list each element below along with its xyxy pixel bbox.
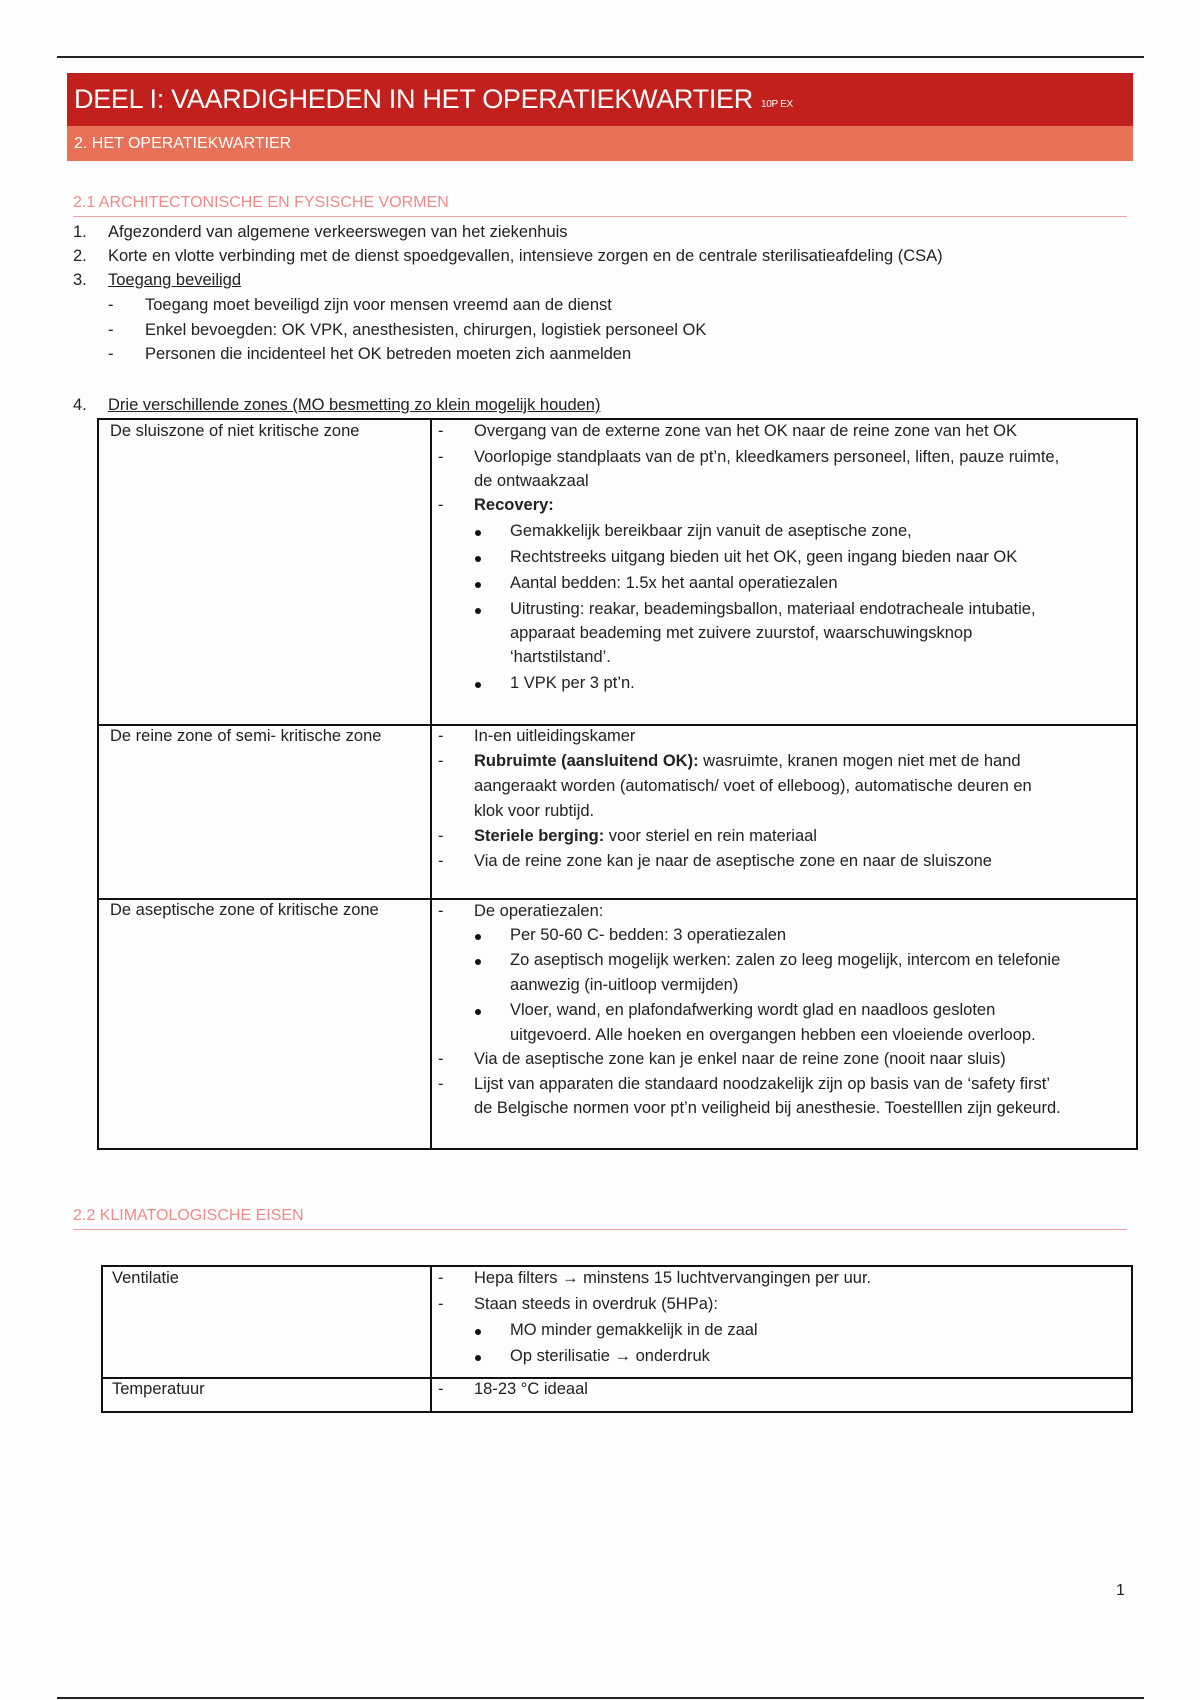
bullet-dot <box>475 530 481 536</box>
chapter-title: 2. HET OPERATIEKWARTIER <box>74 134 292 152</box>
zone-text: Overgang van de externe zone van het OK naar de reine zone van het OK <box>474 422 1018 440</box>
top-rule <box>57 56 1144 58</box>
list-item: Toegang beveiligd <box>108 271 242 289</box>
bullet-dot <box>475 582 481 588</box>
zone-text: Via de aseptische zone kan je enkel naar de reine zone (nooit naar sluis) <box>474 1050 1006 1068</box>
zone-text <box>474 827 817 846</box>
part-title-banner <box>67 73 1133 126</box>
zones-table: De sluiszone of niet kritische zone - Overgang van de externe zone van het OK naar de reine zone van het OK - Voorlopige standplaats van de pt’n, kleedkamers personeel, liften, pauze ruimte, de ontwaakzaal - Recovery: Gemakkelijk bereikbaar zijn vanuit de aseptische zone, Rechtstreeks uitgang bieden uit het OK, geen ingang bieden naar OK Aantal bedden: 1.5x het aantal operatiezalen Uitrusting: reakar, beademingsballon, materiaal endotracheale intubatie, apparaat beademing met zuivere zuurstof, waarschuwingsknop ‘hartstilstand’. 1 VPK per 3 pt’n. De reine zone of semi- kritische zone - In-en uitleidingskamer - Rubruimte (aansluitend OK): wasruimte, kranen mogen niet met de hand aangeraakt worden (automatisch/ voet of elleboog), automatische deuren en klok voor rubtijd. - Steriele berging: voor steriel en rein materiaal - Via de reine zone kan je naar de aseptische zone en naar de sluiszone De aseptische zone of kritische zone - De operatiezalen: Per 50-60 C- bedden: 3 operatiezalen Zo aseptisch mogelijk werken: zalen zo leeg mogelijk, intercom en telefonie aanwezig (in-uitloop vermijden) Vloer, wand, en plafondafwerking wordt glad en naadloos gesloten uitgevoerd. Alle hoeken en overgangen hebben een vloeiende overloop. - Via de aseptische zone kan je enkel naar de reine zone (nooit naar sluis) - Lijst van apparaten die standaard noodzakelijk zijn op basis van de ‘safety first’ de Belgische normen voor pt’n veiligheid bij anesthesie. Toestelllen zijn gekeurd. <box>97 418 1138 1150</box>
bullet-dot <box>475 556 481 562</box>
row-divider <box>99 724 1136 726</box>
list-number: 2. <box>73 247 87 265</box>
chapter-banner <box>67 126 1133 161</box>
zone-text: de ontwaakzaal <box>474 472 589 490</box>
zone-text: de Belgische normen voor pt’n veiligheid bij anesthesie. Toestelllen zijn gekeurd. <box>474 1099 1061 1117</box>
zone-text: ‘hartstilstand’. <box>510 648 611 666</box>
dash-bullet: - <box>108 321 114 339</box>
column-divider <box>430 1267 432 1411</box>
zone-text: Rechtstreeks uitgang bieden uit het OK, geen ingang bieden naar OK <box>510 548 1018 566</box>
list-number: 3. <box>73 271 87 289</box>
climate-text: MO minder gemakkelijk in de zaal <box>510 1321 758 1339</box>
zone-text-bold: Steriele berging: <box>474 827 605 845</box>
column-divider <box>430 420 432 1148</box>
zone-text-rest: voor steriel en rein materiaal <box>604 827 817 845</box>
bottom-rule <box>57 1697 1144 1699</box>
zone-text: In-en uitleidingskamer <box>474 727 636 745</box>
zone-text-bold: Rubruimte (aansluitend OK): <box>474 752 699 770</box>
zone-text: Aantal bedden: 1.5x het aantal operatiezalen <box>510 574 838 592</box>
bullet-dot <box>475 1355 481 1361</box>
row-divider <box>103 1377 1131 1379</box>
sub-list-item: Personen die incidenteel het OK betreden moeten zich aanmelden <box>145 345 632 363</box>
climate-text: Op sterilisatie → onderdruk <box>510 1347 710 1365</box>
zone-label-reine-zone: De reine zone of semi- kritische zone <box>110 727 382 745</box>
bullet-dot <box>475 608 481 614</box>
climate-label-temperatuur: Temperatuur <box>112 1380 205 1398</box>
bullet-dot <box>475 934 481 940</box>
section-heading-2-2: 2.2 KLIMATOLOGISCHE EISEN <box>73 1207 1127 1230</box>
zone-text: uitgevoerd. Alle hoeken en overgangen hebben een vloeiende overloop. <box>510 1026 1036 1044</box>
sub-list-item: Toegang moet beveiligd zijn voor mensen vreemd aan de dienst <box>145 296 612 314</box>
climate-text: 18-23 °C ideaal <box>474 1380 588 1398</box>
dash-bullet: - <box>108 296 114 314</box>
climate-label-ventilatie: Ventilatie <box>112 1269 179 1287</box>
zone-text: Lijst van apparaten die standaard noodzakelijk zijn op basis van de ‘safety first’ <box>474 1075 1051 1093</box>
zone-text: Recovery: <box>474 496 554 514</box>
climate-text: Staan steeds in overdruk (5HPa): <box>474 1295 718 1313</box>
bullet-dot <box>475 1329 481 1335</box>
zone-label-sluiszone: De sluiszone of niet kritische zone <box>110 422 360 440</box>
section-heading-2-1: 2.1 ARCHITECTONISCHE EN FYSISCHE VORMEN <box>73 194 1127 217</box>
zone-text: De operatiezalen: <box>474 902 604 920</box>
zone-text: klok voor rubtijd. <box>474 802 595 820</box>
list-item: Drie verschillende zones (MO besmetting zo klein mogelijk houden) <box>108 396 601 414</box>
list-number: 4. <box>73 396 87 414</box>
zone-label-aseptische-zone: De aseptische zone of kritische zone <box>110 901 379 919</box>
zone-text: aangeraakt worden (automatisch/ voet of elleboog), automatische deuren en <box>474 777 1032 795</box>
zone-text: aanwezig (in-uitloop vermijden) <box>510 976 739 994</box>
bullet-dot <box>475 682 481 688</box>
bullet-dot <box>475 959 481 965</box>
climate-text: Hepa filters → minstens 15 luchtvervangingen per uur. <box>474 1269 872 1287</box>
zone-text: Gemakkelijk bereikbaar zijn vanuit de aseptische zone, <box>510 522 912 540</box>
list-number: 1. <box>73 223 87 241</box>
zone-text: Zo aseptisch mogelijk werken: zalen zo leeg mogelijk, intercom en telefonie <box>510 951 1061 969</box>
zone-text: 1 VPK per 3 pt’n. <box>510 674 635 692</box>
zone-text: Voorlopige standplaats van de pt’n, kleedkamers personeel, liften, pauze ruimte, <box>474 448 1060 466</box>
list-item: Afgezonderd van algemene verkeerswegen van het ziekenhuis <box>108 223 568 241</box>
zone-text: apparaat beademing met zuivere zuurstof, waarschuwingsknop <box>510 624 973 642</box>
zone-text: Via de reine zone kan je naar de aseptische zone en naar de sluiszone <box>474 852 992 870</box>
row-divider <box>99 898 1136 900</box>
zone-text: Uitrusting: reakar, beademingsballon, materiaal endotracheale intubatie, <box>510 600 1036 618</box>
climate-table: Ventilatie - Hepa filters → minstens 15 luchtvervangingen per uur. - Staan steeds in overdruk (5HPa): MO minder gemakkelijk in de zaal Op sterilisatie → onderdruk Temperatuur - 18-23 °C ideaal <box>101 1265 1133 1413</box>
sub-list-item: Enkel bevoegden: OK VPK, anesthesisten, chirurgen, logistiek personeel OK <box>145 321 707 339</box>
page-number: 1 <box>1116 1582 1125 1599</box>
zone-text: Per 50-60 C- bedden: 3 operatiezalen <box>510 926 787 944</box>
part-title: DEEL I: VAARDIGHEDEN IN HET OPERATIEKWARTIER <box>74 84 753 114</box>
list-item: Korte en vlotte verbinding met de dienst spoedgevallen, intensieve zorgen en de centrale sterilisatieafdeling (CSA) <box>108 247 943 265</box>
zone-text: Vloer, wand, en plafondafwerking wordt glad en naadloos gesloten <box>510 1001 996 1019</box>
zone-text-rest: wasruimte, kranen mogen niet met de hand <box>698 752 1021 770</box>
bullet-dot <box>475 1009 481 1015</box>
dash-bullet: - <box>108 345 114 363</box>
zone-text <box>474 752 1021 771</box>
part-title-tag: 10P EX <box>760 99 793 110</box>
